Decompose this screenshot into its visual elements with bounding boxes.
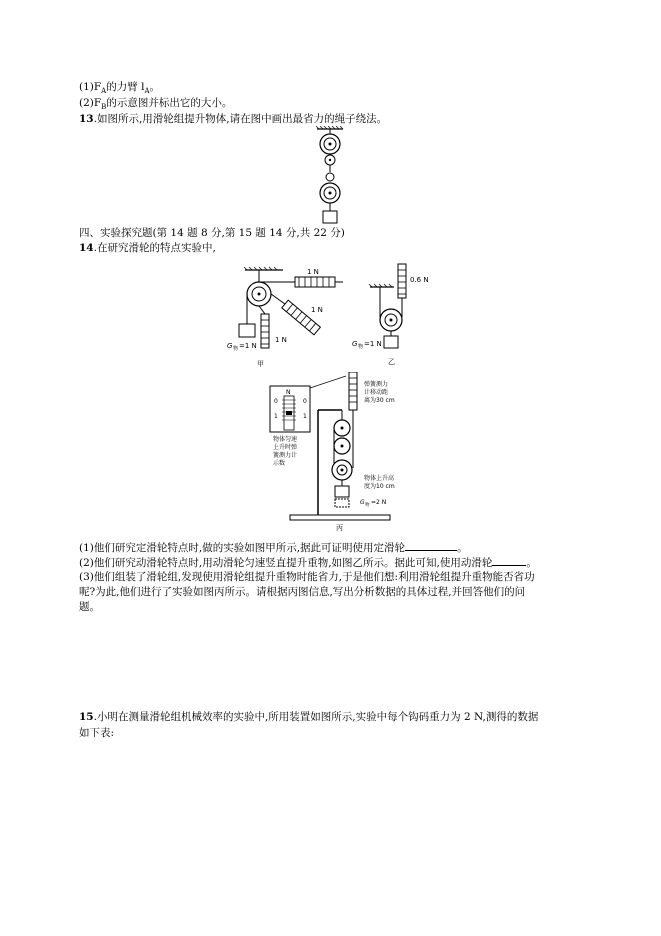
svg-text:离为30 cm: 离为30 cm — [364, 397, 395, 404]
q12-item-1: $(1)F_A$的力臂 $l_A$。 — [79, 81, 160, 96]
q13-pulley-figure — [305, 126, 355, 226]
jia-spring-1-reading: 1 N — [307, 268, 319, 276]
svg-text:N: N — [286, 389, 291, 396]
q12-item-2: $(2)F_B$的示意图并标出它的大小。 — [79, 97, 233, 112]
svg-text:簧测力计: 簧测力计 — [273, 452, 298, 459]
svg-text:0: 0 — [274, 398, 278, 405]
svg-text:1: 1 — [274, 413, 278, 420]
svg-text:1: 1 — [303, 413, 307, 420]
svg-text:物: 物 — [365, 503, 370, 508]
svg-text:物: 物 — [233, 346, 239, 352]
q15-line-2: 如下表: — [79, 727, 115, 739]
yi-caption: 乙 — [388, 358, 395, 366]
q14-sub-3-line-2: 呢?为此,他们进行了实验如图丙所示。请根据丙图信息,写出分析数据的具体过程,并回答他们的问 — [79, 586, 526, 598]
jia-spring-3-reading: 1 N — [275, 336, 287, 344]
yi-weight-label: G — [352, 340, 358, 348]
svg-text:弹簧测力: 弹簧测力 — [364, 381, 389, 388]
jia-caption: 甲 — [257, 360, 264, 368]
jia-weight-label: G — [227, 342, 233, 350]
svg-text:示数: 示数 — [273, 460, 286, 467]
q14-sub-2: (2)他们研究动滑轮特点时,用动滑轮匀速竖直提升重物,如图乙所示。据此可知,使用动滑轮 。 — [79, 557, 537, 569]
q15-line-1: 15.小明在测量滑轮组机械效率的实验中,所用装置如图所示,实验中每个钩码重力为 2 N,测得的数据 — [79, 711, 539, 723]
svg-text:物: 物 — [358, 344, 364, 350]
svg-text:0: 0 — [303, 398, 307, 405]
q14-figure-bing — [268, 372, 408, 532]
svg-text:上升时弹: 上升时弹 — [273, 444, 298, 451]
svg-text:=1 N: =1 N — [364, 340, 382, 348]
section-4-title: 四、实验探究题(第 14 题 8 分,第 15 题 14 分,共 22 分) — [79, 227, 345, 239]
q14-sub-3-line-3: 题。 — [79, 601, 100, 613]
svg-text:计移动距: 计移动距 — [364, 389, 389, 396]
q14-sub-2-blank[interactable] — [492, 555, 526, 566]
yi-spring-reading: 0.6 N — [410, 276, 429, 284]
svg-text:=2 N: =2 N — [371, 499, 387, 506]
svg-text:物体匀速: 物体匀速 — [273, 436, 298, 443]
q14-figure-jia — [225, 262, 350, 374]
bing-weight-label: G — [360, 499, 365, 506]
q14-figure-yi — [350, 262, 435, 374]
q14-sub-1: (1)他们研究定滑轮特点时,做的实验如图甲所示,据此可证明使用定滑轮 。 — [79, 542, 468, 554]
svg-text:=1 N: =1 N — [239, 342, 257, 350]
bing-caption: 丙 — [336, 524, 343, 532]
q14-text: 14.在研究滑轮的特点实验中, — [79, 242, 216, 254]
q14-sub-3-line-1: (3)他们组装了滑轮组,发现使用滑轮组提升重物时能省力,于是他们想:利用滑轮组提升重物能否省功 — [79, 571, 535, 583]
svg-text:物体上升高: 物体上升高 — [364, 475, 395, 482]
q13-text: 13.如图所示,用滑轮组提升物体,请在图中画出最省力的绳子绕法。 — [79, 113, 388, 125]
svg-text:度为10 cm: 度为10 cm — [364, 483, 395, 490]
q14-sub-1-blank[interactable] — [405, 540, 457, 551]
jia-spring-2-reading: 1 N — [311, 306, 323, 314]
